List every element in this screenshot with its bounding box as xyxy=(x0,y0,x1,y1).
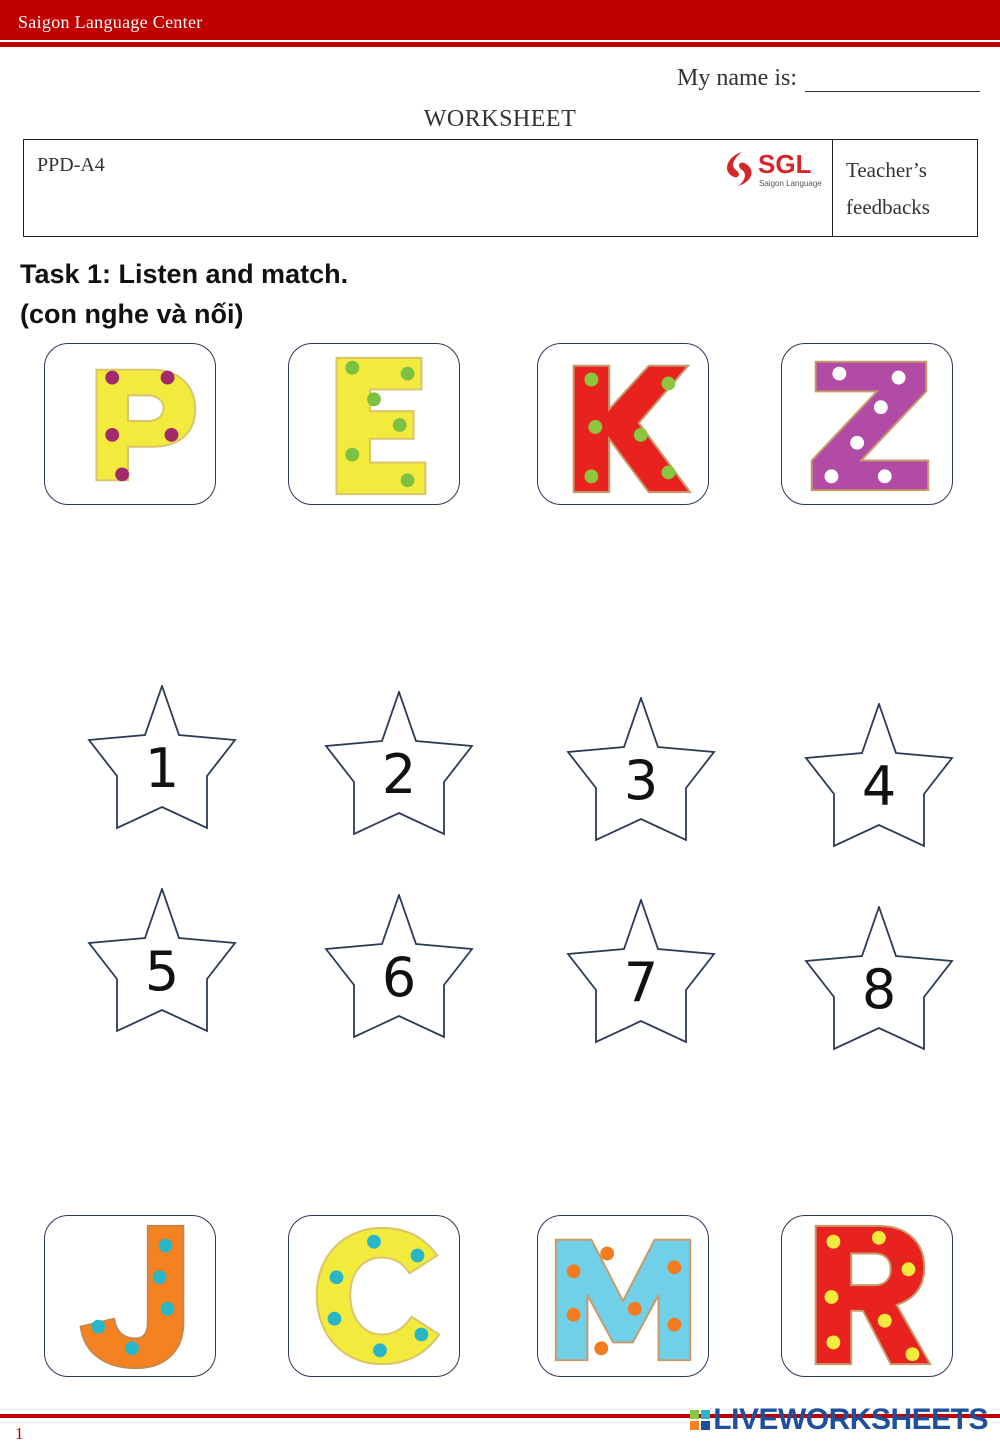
star-6[interactable] xyxy=(324,894,474,1040)
task-title xyxy=(20,254,348,334)
star-2[interactable] xyxy=(324,691,474,837)
liveworksheets-logo xyxy=(690,1403,988,1437)
star-number: 7 xyxy=(623,951,659,1014)
name-label: My name is: xyxy=(677,65,797,91)
name-blank[interactable] xyxy=(805,62,980,92)
star-number: 3 xyxy=(623,749,659,812)
letter-card-k[interactable] xyxy=(537,343,709,505)
star-8[interactable] xyxy=(804,906,954,1052)
star-number: 1 xyxy=(144,737,180,800)
task-title-line-1: Task 1: Listen and match. xyxy=(20,259,349,289)
star-4[interactable] xyxy=(804,703,954,849)
liveworksheets-brand: LIVEWORKSHEETS xyxy=(713,1403,988,1436)
feedback-line-2: feedbacks xyxy=(846,195,930,219)
star-number: 2 xyxy=(381,743,417,806)
logo-tagline: Saigon Language xyxy=(759,179,822,188)
letter-card-c[interactable] xyxy=(288,1215,460,1377)
star-5[interactable] xyxy=(87,888,237,1034)
letter-card-e[interactable] xyxy=(288,343,460,505)
header-band xyxy=(0,0,1000,40)
letter-m-shape xyxy=(556,1240,690,1360)
worksheet-title: WORKSHEET xyxy=(423,106,577,132)
worksheet-code: PPD-A4 xyxy=(37,154,105,176)
liveworksheets-blocks-icon xyxy=(690,1410,710,1430)
info-table xyxy=(23,139,978,237)
letter-card-p[interactable] xyxy=(44,343,216,505)
star-7[interactable] xyxy=(566,899,716,1045)
task-title-line-2: (con nghe và nối) xyxy=(20,299,244,329)
page-number: 1 xyxy=(15,1424,24,1443)
feedback-line-1: Teacher’s xyxy=(846,158,927,182)
org-name: Saigon Language Center xyxy=(18,12,203,32)
star-1[interactable] xyxy=(87,685,237,831)
letter-p-shape xyxy=(96,370,195,481)
sgl-logo xyxy=(720,146,828,192)
letter-card-r[interactable] xyxy=(781,1215,953,1377)
letter-card-m[interactable] xyxy=(537,1215,709,1377)
star-number: 6 xyxy=(381,946,417,1009)
star-number: 8 xyxy=(861,958,897,1021)
teacher-feedback-cell xyxy=(833,140,977,236)
letter-card-z[interactable] xyxy=(781,343,953,505)
star-number: 4 xyxy=(861,755,897,818)
logo-text: SGL xyxy=(758,149,812,179)
letter-card-j[interactable] xyxy=(44,1215,216,1377)
info-left-cell xyxy=(24,140,833,236)
star-3[interactable] xyxy=(566,697,716,843)
star-number: 5 xyxy=(144,940,180,1003)
name-line xyxy=(677,62,980,92)
header-rule xyxy=(0,42,1000,47)
